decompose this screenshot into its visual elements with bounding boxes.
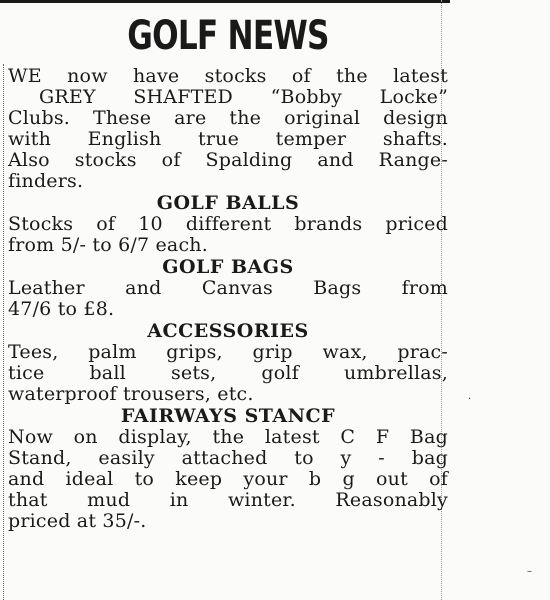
section-line: waterproof trousers, etc.	[8, 383, 254, 405]
section-line: Stand, easily attached to y ‐ bag	[8, 447, 448, 469]
intro-line: Clubs. These are the original design	[8, 107, 448, 129]
intro-line: WE now have stocks of the latest	[8, 65, 448, 87]
section-line: Now on display, the latest C F Bag	[8, 426, 448, 448]
left-column-rule	[3, 64, 4, 600]
article-column	[8, 66, 448, 532]
section-line: and ideal to keep your b g out of	[8, 468, 448, 490]
intro-paragraph	[8, 66, 448, 192]
section-line: Leather and Canvas Bags from	[8, 277, 448, 299]
intro-line: finders.	[8, 170, 84, 192]
golf-balls-paragraph	[8, 214, 448, 256]
print-speck: ·	[468, 394, 472, 405]
golf-bags-paragraph	[8, 278, 448, 320]
section-line: Tees, palm grips, grip wax, prac-	[8, 341, 448, 363]
section-line: priced at 35/-.	[8, 510, 147, 532]
intro-line: GREY SHAFTED “Bobby Locke”	[39, 86, 448, 108]
section-heading-accessories: ACCESSORIES	[147, 320, 309, 342]
print-speck: –	[527, 566, 532, 577]
section-line: from 5/- to 6/7 each.	[8, 234, 208, 256]
top-rule	[0, 0, 450, 3]
accessories-paragraph	[8, 342, 448, 405]
section-line: tice ball sets, golf umbrellas,	[8, 362, 448, 384]
section-heading-golf-balls: GOLF BALLS	[156, 192, 300, 214]
section-line: that mud in winter. Reasonably	[8, 489, 448, 511]
section-heading-fairways-stance: FAIRWAYS STANCF	[120, 405, 336, 427]
section-line: 47/6 to £8.	[8, 298, 115, 320]
intro-line: with English true temper shafts.	[8, 128, 448, 150]
section-heading-golf-bags: GOLF BAGS	[162, 256, 294, 278]
fairways-stance-paragraph	[8, 427, 448, 532]
intro-line: Also stocks of Spalding and Range-	[8, 149, 448, 171]
section-line: Stocks of 10 different brands priced	[8, 213, 448, 235]
headline: GOLF NEWS	[127, 13, 329, 59]
